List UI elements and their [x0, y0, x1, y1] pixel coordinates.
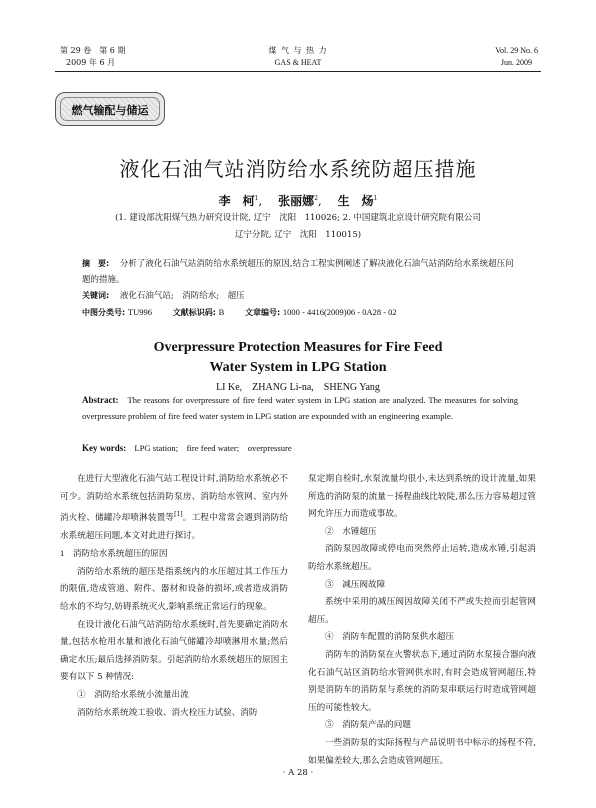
- keywords-cn: [82, 288, 518, 304]
- paragraph: 在设计液化石油气站消防给水系统时,首先要确定消防水量,包括水枪用水量和液化石油气储罐冷却喷淋用水量;然后确定水压;最后选择消防泵。引起消防给水系统超压的原因主要有以下 5 种情况:: [60, 619, 288, 683]
- section-badge: [55, 92, 165, 126]
- author-1: 李 柯$^1$,: [218, 194, 263, 208]
- page-number: · A 28 ·: [282, 768, 314, 778]
- journal-title-cn: 煤 气 与 热 力: [268, 46, 328, 55]
- clc-value: TU996: [127, 307, 152, 317]
- abstract-cn-text: 分析了液化石油气站消防给水系统超压的原因,结合工程实例阐述了解决液化石油气站消防给水系统超压问题的措施。: [82, 259, 514, 285]
- abstract-cn: [82, 256, 518, 288]
- journal-title-en: GAS & HEAT: [274, 58, 322, 67]
- list-item: ④ 消防车配置的消防泵供水超压: [325, 632, 454, 643]
- authors-en: LI Ke, ZHANG Li-na, SHENG Yang: [216, 382, 380, 393]
- author-affil-sup: 2: [314, 195, 318, 202]
- keywords-en: [82, 440, 518, 456]
- doc-code-value: B: [218, 307, 225, 317]
- doc-code-label: 文献标识码:: [172, 308, 216, 317]
- author-name: 张丽娜: [278, 194, 315, 208]
- body-right-column: [308, 471, 536, 770]
- body-left-column: [60, 471, 288, 722]
- affiliation-line: 辽宁分院, 辽宁 沈阳 110015): [234, 230, 362, 240]
- list-item: ③ 减压阀故障: [325, 579, 386, 590]
- paragraph: [60, 471, 288, 545]
- abstract-cn-label: 摘 要:: [82, 259, 110, 268]
- paragraph: 消防车的消防泵在火警状态下,通过消防水泵接合器向液化石油气站区消防给水管网供水时,有时会造成管网超压,特别是消防车的消防泵与系统的消防泵串联运行时造成管网超压的可能性较大。: [308, 649, 536, 713]
- article-title-en: [0, 338, 596, 378]
- journal-volume: 第 29 卷 第 6 期: [60, 46, 126, 55]
- header-rule: [55, 71, 541, 72]
- abstract-en: [82, 392, 518, 424]
- article-title-cn: 液化石油气站消防给水系统防超压措施: [119, 157, 477, 181]
- paragraph: 泵定期自检时,水泵流量均很小,未达到系统的设计流量,如果所选的消防泵的流量－扬程曲线比较陡,那么压力容易超过管网允许压力而造成事故。: [308, 474, 536, 520]
- author-name: 李 柯: [218, 194, 255, 208]
- paragraph: 一些消防泵的实际扬程与产品说明书中标示的扬程不符,如果偏差较大,那么会造成管网超压。: [308, 737, 536, 766]
- paragraph: 系统中采用的减压阀因故障关闭不严或失控而引起管网超压。: [308, 597, 536, 625]
- abstract-en-text: The reasons for overpressure of fire feed water system in LPG station are analyzed. The measures for solving overpressure problem of fire feed water system in LPG station are expounded with an engineering example.: [82, 395, 518, 421]
- keywords-cn-label: 关键词:: [82, 291, 110, 300]
- author-2: 张丽娜$^2$,: [278, 194, 322, 208]
- article-no-label: 文章编号:: [244, 308, 281, 317]
- affiliation-line: (1. 建设部沈阳煤气热力研究设计院, 辽宁 沈阳 110026; 2. 中国建筑北京设计研究院有限公司: [115, 213, 481, 223]
- journal-volume-en: Vol. 29 No. 6: [495, 46, 538, 55]
- title-en-line: Water System in LPG Station: [209, 360, 387, 375]
- list-item: ① 消防给水系统小流量出流: [77, 689, 189, 700]
- author-affil-sup: 1: [373, 195, 378, 202]
- list-item: ② 水锤超压: [325, 526, 377, 537]
- section-number: 1: [60, 548, 65, 559]
- section-title: 消防给水系统超压的原因: [72, 549, 168, 560]
- paragraph: 消防给水系统的超压是指系统内的水压超过其工作压力的限值,造成管道、附件、器材和设备的损坏,或者造成消防给水的不均匀,妨碍系统灭火,影响系统正常运行的现象。: [60, 566, 288, 613]
- authors-cn: [0, 192, 596, 209]
- paragraph: 消防泵因故障或停电而突然停止运转,造成水锤,引起消防给水系统超压。: [308, 544, 536, 572]
- author-name: 生 炀: [337, 194, 374, 208]
- section-badge-label: 燃气输配与储运: [71, 104, 149, 117]
- keywords-cn-text: 液化石油气站; 消防给水; 超压: [119, 291, 245, 301]
- keywords-en-label: Key words:: [82, 443, 127, 453]
- journal-date: 2009 年 6 月: [66, 58, 116, 67]
- article-no-value: 1000 - 4416(2009)06 - 0A28 - 02: [282, 307, 397, 317]
- keywords-en-text: LPG station; fire feed water; overpressure: [134, 443, 292, 453]
- classification: [82, 304, 518, 321]
- citation-ref: [1]: [174, 511, 183, 519]
- paragraph-text: 在进行大型液化石油气站工程设计时,消防给水系统必不可少。消防给水系统包括消防泵房、消防给水管网、室内外消火栓、储罐冷却喷淋装置等: [60, 474, 288, 524]
- list-item: ⑤ 消防泵产品的问题: [325, 720, 411, 731]
- paragraph-text: 。工程中常常会遇到消防给水系统超压问题,本文对此进行探讨。: [60, 513, 288, 541]
- abstract-en-label: Abstract:: [82, 395, 119, 405]
- section-heading: [60, 545, 288, 564]
- affiliations: [60, 210, 536, 244]
- journal-date-en: Jun. 2009: [500, 58, 532, 67]
- paragraph: 消防给水系统竣工验收、消火栓压力试验、消防: [77, 707, 258, 718]
- title-en-line: Overpressure Protection Measures for Fire Feed: [153, 340, 443, 355]
- clc-label: 中图分类号:: [82, 308, 126, 317]
- author-3: [338, 194, 378, 208]
- author-affil-sup: 1: [254, 195, 259, 202]
